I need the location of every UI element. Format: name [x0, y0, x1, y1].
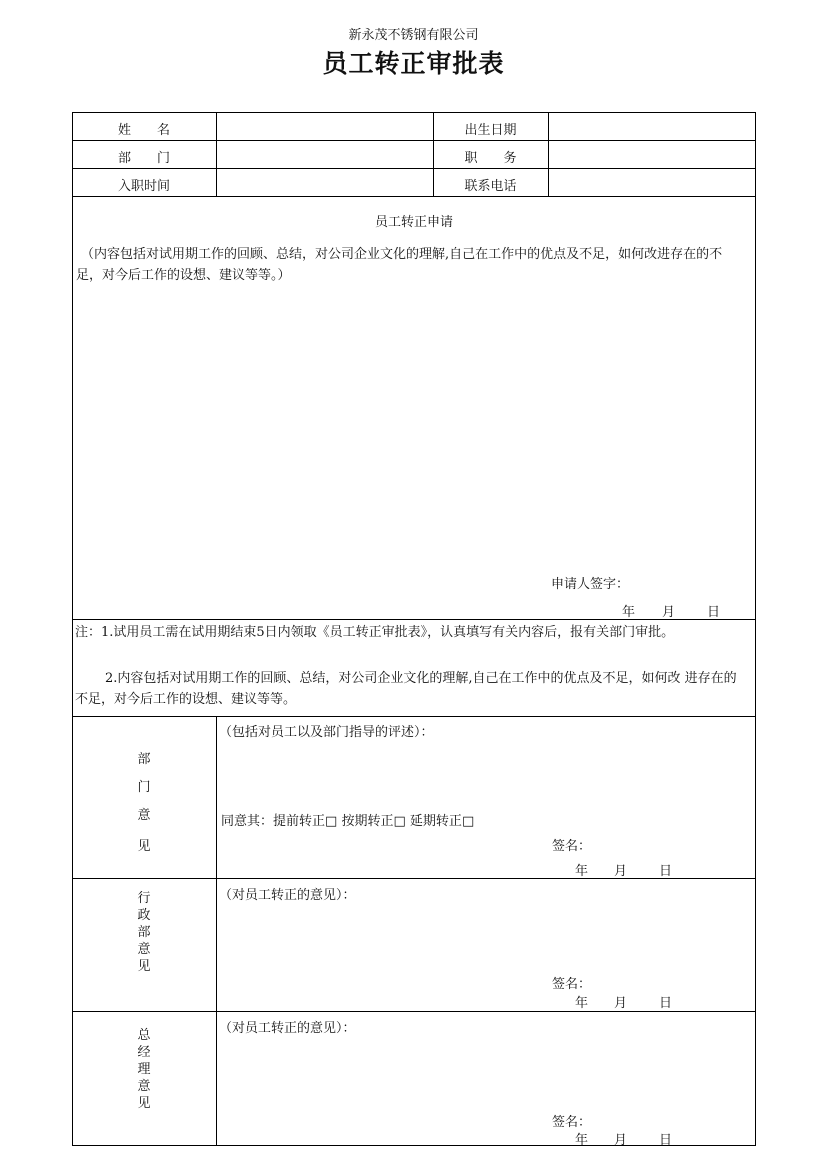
- admin-opinion-prompt: （对员工转正的意见）：: [219, 888, 356, 903]
- dept-signature-label: 签名：: [552, 839, 592, 854]
- note-2: 2.内容包括对试用期工作的回顾、总结，对公司企业文化的理解,自己在工作中的优点及不足，如何改 进存在的不足，对今后工作的设想、建议等等。: [75, 671, 737, 707]
- dept-opinion-label-char-3: 意: [137, 808, 151, 823]
- admin-opinion-content-area[interactable]: [220, 905, 750, 970]
- gm-signature-label: 签名：: [552, 1115, 592, 1130]
- gm-date-year: 年: [575, 1133, 589, 1148]
- name-label: 姓 名: [117, 123, 170, 138]
- dept-date-day: 日: [659, 864, 673, 879]
- application-date-day: 日: [707, 605, 721, 620]
- option-delay-label: 延期转正: [409, 814, 462, 829]
- form-title: 员工转正审批表: [322, 49, 505, 78]
- admin-date-day: 日: [659, 996, 673, 1011]
- delay-confirm-checkbox[interactable]: □: [461, 814, 475, 829]
- admin-date-year: 年: [575, 996, 589, 1011]
- name-input[interactable]: [218, 114, 432, 139]
- option-ontime-label: 按期转正: [341, 814, 394, 829]
- application-instruction: （内容包括对试用期工作的回顾、总结，对公司企业文化的理解,自己在工作中的优点及不足，如何改进存在的不足，对今后工作的设想、建议等等。）: [76, 247, 723, 283]
- birth-date-input[interactable]: [550, 114, 754, 139]
- dept-opinion-content-area[interactable]: [220, 742, 750, 802]
- dept-opinion-label-char-4: 见: [137, 839, 151, 854]
- gm-opinion-label: 总经理意见: [137, 1028, 151, 1111]
- dept-opinion-label-char-2: 门: [137, 780, 151, 795]
- applicant-signature-label: 申请人签字：: [551, 577, 630, 592]
- phone-input[interactable]: [550, 170, 754, 195]
- company-name: 新永茂不锈钢有限公司: [348, 28, 479, 43]
- gm-date-month: 月: [614, 1133, 628, 1148]
- dept-agree-row: [221, 810, 474, 829]
- application-date-year: 年: [622, 605, 636, 620]
- gm-opinion-prompt: （对员工转正的意见）：: [219, 1021, 356, 1036]
- ontime-confirm-checkbox[interactable]: □: [393, 814, 406, 829]
- option-early-label: 提前转正: [273, 814, 326, 829]
- phone-label: 联系电话: [464, 179, 517, 194]
- application-content-area[interactable]: [76, 290, 751, 570]
- department-input[interactable]: [218, 142, 432, 167]
- gm-opinion-content-area[interactable]: [220, 1038, 750, 1108]
- position-input[interactable]: [550, 142, 754, 167]
- dept-opinion-label-char-1: 部: [137, 752, 151, 767]
- early-confirm-checkbox[interactable]: □: [325, 814, 338, 829]
- hire-date-input[interactable]: [218, 170, 432, 195]
- admin-date-month: 月: [614, 996, 628, 1011]
- dept-opinion-prompt: （包括对员工以及部门指导的评述）：: [219, 725, 434, 740]
- gm-date-day: 日: [659, 1133, 673, 1148]
- hire-date-label: 入职时间: [117, 179, 170, 194]
- dept-date-month: 月: [614, 864, 628, 879]
- birth-date-label: 出生日期: [464, 123, 517, 138]
- admin-signature-label: 签名：: [552, 977, 592, 992]
- department-label: 部 门: [117, 151, 170, 166]
- application-heading: 员工转正申请: [374, 215, 453, 230]
- position-label: 职 务: [464, 151, 517, 166]
- note-1: 注：1.试用员工需在试用期结束5日内领取《员工转正审批表》，认真填写有关内容后，报有关部门审批。: [75, 625, 675, 640]
- agree-label: 同意其：: [221, 814, 274, 829]
- application-date-month: 月: [662, 605, 676, 620]
- admin-opinion-label: 行政部意见: [137, 891, 151, 974]
- dept-date-year: 年: [575, 864, 589, 879]
